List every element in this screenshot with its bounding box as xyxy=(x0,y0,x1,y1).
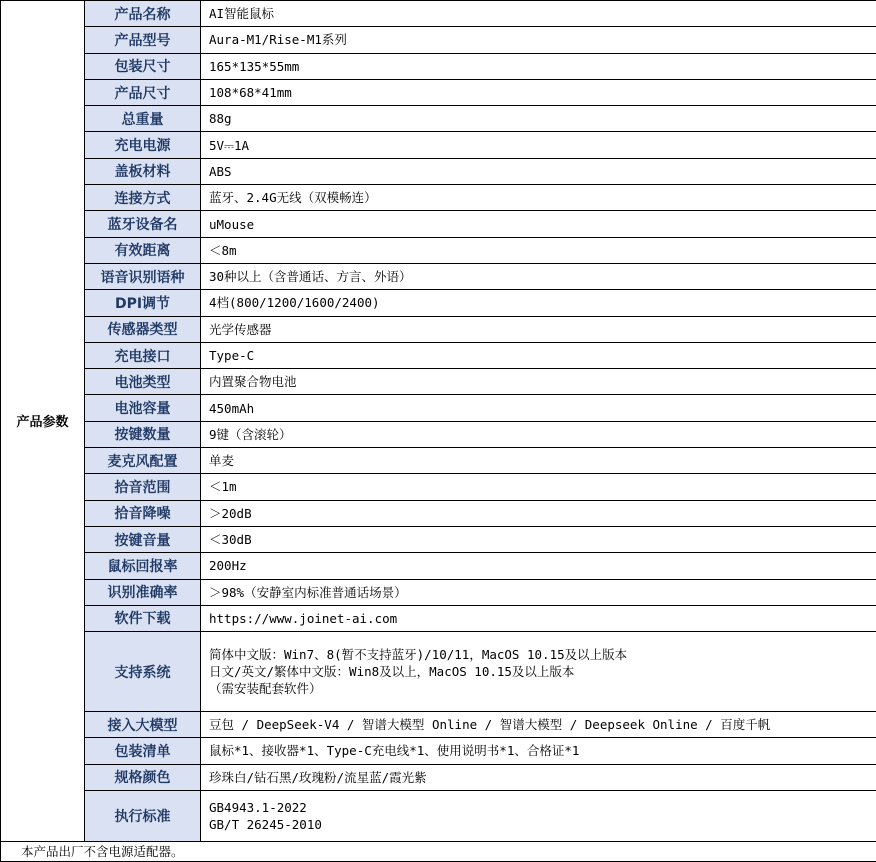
spec-row xyxy=(1,579,876,605)
spec-label: DPI调节 xyxy=(85,290,201,316)
spec-value: 简体中文版：Win7、8(暂不支持蓝牙)/10/11，MacOS 10.15及以上版本 日文/英文/繁体中文版：Win8及以上，MacOS 10.15及以上版本 （需安装配套软件） xyxy=(201,632,876,712)
spec-label: 包装清单 xyxy=(85,738,201,764)
spec-label: 有效距离 xyxy=(85,237,201,263)
spec-value: 单麦 xyxy=(201,448,876,474)
spec-label: 语音识别语种 xyxy=(85,263,201,289)
spec-row xyxy=(1,263,876,289)
spec-row xyxy=(1,421,876,447)
spec-row xyxy=(1,395,876,421)
spec-value: Type-C xyxy=(201,342,876,368)
spec-value: ＜30dB xyxy=(201,526,876,552)
spec-label: 产品尺寸 xyxy=(85,79,201,105)
spec-row xyxy=(1,369,876,395)
spec-label: 蓝牙设备名 xyxy=(85,211,201,237)
spec-row xyxy=(1,185,876,211)
spec-row xyxy=(1,79,876,105)
spec-label: 产品名称 xyxy=(85,1,201,27)
spec-label: 传感器类型 xyxy=(85,316,201,342)
spec-value: 88g xyxy=(201,106,876,132)
footnote-row xyxy=(1,841,876,861)
spec-label: 电池容量 xyxy=(85,395,201,421)
spec-label: 包装尺寸 xyxy=(85,53,201,79)
spec-label: 软件下载 xyxy=(85,605,201,631)
spec-label: 执行标准 xyxy=(85,790,201,841)
spec-value: 蓝牙、2.4G无线（双模畅连） xyxy=(201,185,876,211)
spec-row xyxy=(1,448,876,474)
category-label: 产品参数 xyxy=(1,1,85,842)
spec-row xyxy=(1,1,876,27)
spec-row xyxy=(1,237,876,263)
spec-row xyxy=(1,553,876,579)
spec-row xyxy=(1,132,876,158)
spec-row xyxy=(1,764,876,790)
spec-row xyxy=(1,632,876,712)
spec-row xyxy=(1,474,876,500)
spec-label: 充电电源 xyxy=(85,132,201,158)
spec-value: 108*68*41mm xyxy=(201,79,876,105)
spec-row xyxy=(1,106,876,132)
spec-value: 450mAh xyxy=(201,395,876,421)
spec-label: 规格颜色 xyxy=(85,764,201,790)
spec-row xyxy=(1,526,876,552)
spec-label: 接入大模型 xyxy=(85,712,201,738)
spec-value: 165*135*55mm xyxy=(201,53,876,79)
spec-value: 30种以上（含普通话、方言、外语） xyxy=(201,263,876,289)
spec-value: ＜8m xyxy=(201,237,876,263)
spec-row xyxy=(1,290,876,316)
spec-value: Aura-M1/Rise-M1系列 xyxy=(201,27,876,53)
spec-value: 豆包 / DeepSeek-V4 / 智谱大模型 Online / 智谱大模型 / Deepseek Online / 百度千帆 xyxy=(201,712,876,738)
spec-row xyxy=(1,211,876,237)
spec-row xyxy=(1,790,876,841)
spec-row xyxy=(1,738,876,764)
spec-row xyxy=(1,316,876,342)
spec-label: 拾音降噪 xyxy=(85,500,201,526)
spec-label: 按键数量 xyxy=(85,421,201,447)
spec-label: 充电接口 xyxy=(85,342,201,368)
spec-value: 珍珠白/钻石黑/玫瑰粉/流星蓝/霞光紫 xyxy=(201,764,876,790)
spec-row xyxy=(1,158,876,184)
spec-value: 内置聚合物电池 xyxy=(201,369,876,395)
spec-value: ＞20dB xyxy=(201,500,876,526)
spec-value: 5V⎓1A xyxy=(201,132,876,158)
spec-row xyxy=(1,500,876,526)
spec-label: 按键音量 xyxy=(85,526,201,552)
spec-row xyxy=(1,342,876,368)
spec-value: 光学传感器 xyxy=(201,316,876,342)
spec-value: 4档(800/1200/1600/2400) xyxy=(201,290,876,316)
spec-label: 拾音范围 xyxy=(85,474,201,500)
spec-row xyxy=(1,605,876,631)
spec-value: 鼠标*1、接收器*1、Type-C充电线*1、使用说明书*1、合格证*1 xyxy=(201,738,876,764)
spec-value: 200Hz xyxy=(201,553,876,579)
spec-label: 连接方式 xyxy=(85,185,201,211)
spec-value: ＞98%（安静室内标准普通话场景） xyxy=(201,579,876,605)
spec-row xyxy=(1,53,876,79)
spec-label: 电池类型 xyxy=(85,369,201,395)
spec-label: 产品型号 xyxy=(85,27,201,53)
spec-label: 盖板材料 xyxy=(85,158,201,184)
footnote: 本产品出厂不含电源适配器。 xyxy=(1,841,876,861)
spec-row xyxy=(1,712,876,738)
spec-value: 9键（含滚轮） xyxy=(201,421,876,447)
spec-value: https://www.joinet-ai.com xyxy=(201,605,876,631)
spec-label: 支持系统 xyxy=(85,632,201,712)
spec-label: 麦克风配置 xyxy=(85,448,201,474)
spec-label: 总重量 xyxy=(85,106,201,132)
spec-label: 鼠标回报率 xyxy=(85,553,201,579)
spec-row xyxy=(1,27,876,53)
spec-value: GB4943.1-2022 GB/T 26245-2010 xyxy=(201,790,876,841)
spec-value: ABS xyxy=(201,158,876,184)
spec-value: ＜1m xyxy=(201,474,876,500)
spec-value: uMouse xyxy=(201,211,876,237)
spec-label: 识别准确率 xyxy=(85,579,201,605)
spec-value: AI智能鼠标 xyxy=(201,1,876,27)
